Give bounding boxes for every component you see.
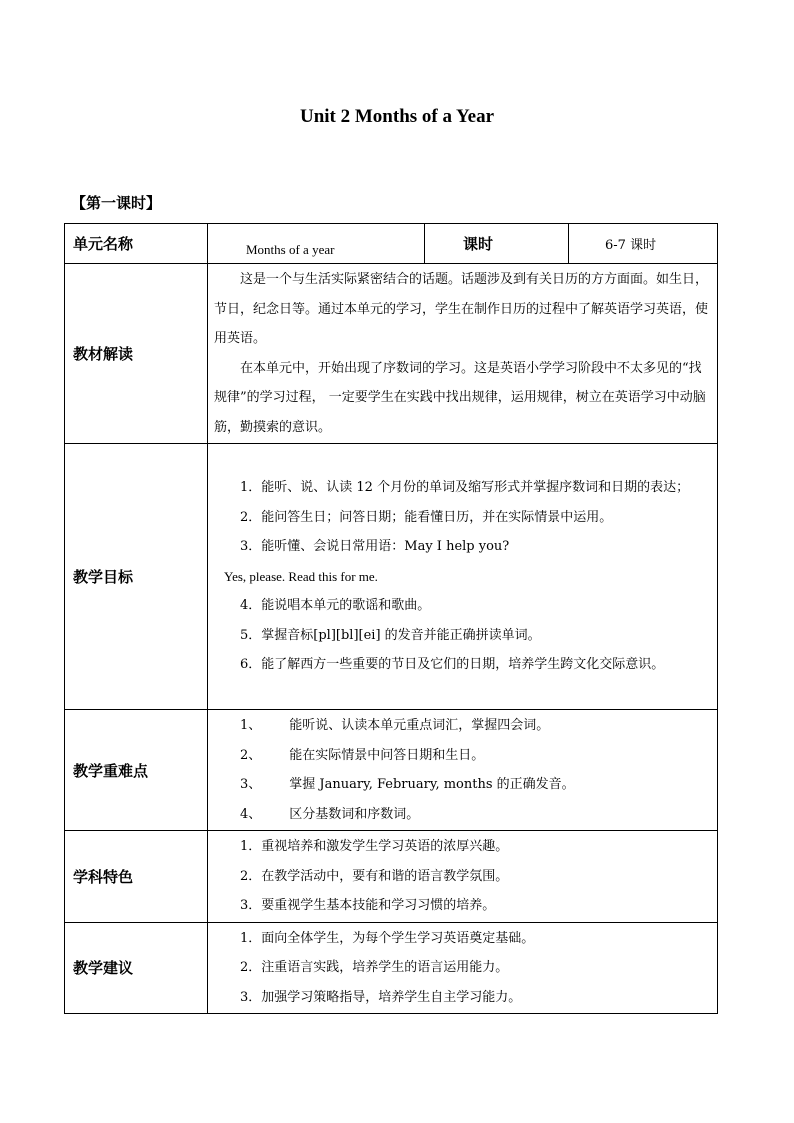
goal-item-1: 1．能听、说、认读 12 个月份的单词及缩写形式并掌握序数词和日期的表达； [240,480,690,496]
unit-name-value: Months of a year [208,224,425,264]
suggestion-item-3: 3．加强学习策略指导，培养学生自主学习能力。 [240,989,522,1005]
goals-content [208,444,718,710]
materials-content [208,264,718,444]
goal-item-3: 3．能听懂、会说日常用语：May I help you? [240,539,510,555]
key-point-text: 能听说、认读本单元重点词汇，掌握四会词。 [289,718,550,733]
key-points-label: 教学重难点 [65,710,208,831]
suggestions-row [65,922,718,1014]
suggestion-item-1: 1．面向全体学生，为每个学生学习英语奠定基础。 [240,930,535,946]
goal-item-3-continued: Yes, please. Read this for me. [224,568,378,584]
goals-label: 教学目标 [65,444,208,710]
materials-row [65,264,718,444]
key-point-number: 1、 [240,718,262,733]
goal-item-2: 2．能问答生日；问答日期；能看懂日历，并在实际情景中运用。 [240,509,613,525]
key-point-number: 4、 [240,806,262,822]
key-point-item [214,770,713,800]
key-point-text: 能在实际情景中问答日期和生日。 [289,747,485,763]
hours-label: 课时 [425,224,569,264]
section-heading: 【第一课时】 [71,194,162,212]
goal-item-6: 6．能了解西方一些重要的节日及它们的日期，培养学生跨文化交际意识。 [240,657,665,673]
suggestion-item-2: 2．注重语言实践，培养学生的语言运用能力。 [240,960,509,975]
key-point-item [214,800,713,830]
features-label: 学科特色 [65,831,208,923]
feature-item-1: 1．重视培养和激发学生学习英语的浓厚兴趣。 [240,839,509,854]
key-points-content [208,710,718,831]
feature-item-2: 2．在教学活动中，要有和谐的语言教学氛围。 [240,868,509,884]
goals-row [65,444,718,710]
goal-item-5: 5．掌握音标[pl][bl][ei] 的发音并能正确拼读单词。 [240,627,541,643]
key-point-number: 3、 [240,777,262,792]
features-content [208,831,718,923]
key-point-item [214,741,713,771]
key-points-row [65,710,718,831]
feature-item-3: 3．要重视学生基本技能和学习习惯的培养。 [240,898,496,913]
document-title: Unit 2 Months of a Year [299,106,495,127]
unit-name-label: 单元名称 [65,224,208,264]
suggestions-label: 教学建议 [65,922,208,1014]
lesson-table [64,223,718,1014]
features-row [65,831,718,923]
materials-para-1: 这是一个与生活实际紧密结合的话题。话题涉及到有关日历的方方面面。如生日，节日，纪念日等。通过本单元的学习，学生在制作日历的过程中了解英语学习英语，使用英语。 [214,272,709,346]
key-point-item [214,711,713,741]
header-row [65,224,718,264]
goal-item-4: 4．能说唱本单元的歌谣和歌曲。 [240,598,431,614]
materials-label: 教材解读 [65,264,208,444]
hours-value: 6-7 课时 [569,224,718,264]
key-point-number: 2、 [240,747,262,763]
suggestions-content [208,922,718,1014]
key-point-text: 掌握 January, February, months 的正确发音。 [289,777,575,792]
materials-para-2: 在本单元中，开始出现了序数词的学习。这是英语小学学习阶段中不太多见的“找规律”的学习过程， 一定要学生在实践中找出规律，运用规律，树立在英语学习中动脑筋，勤摸索的意识。 [214,360,706,435]
key-point-text: 区分基数词和序数词。 [289,806,420,822]
